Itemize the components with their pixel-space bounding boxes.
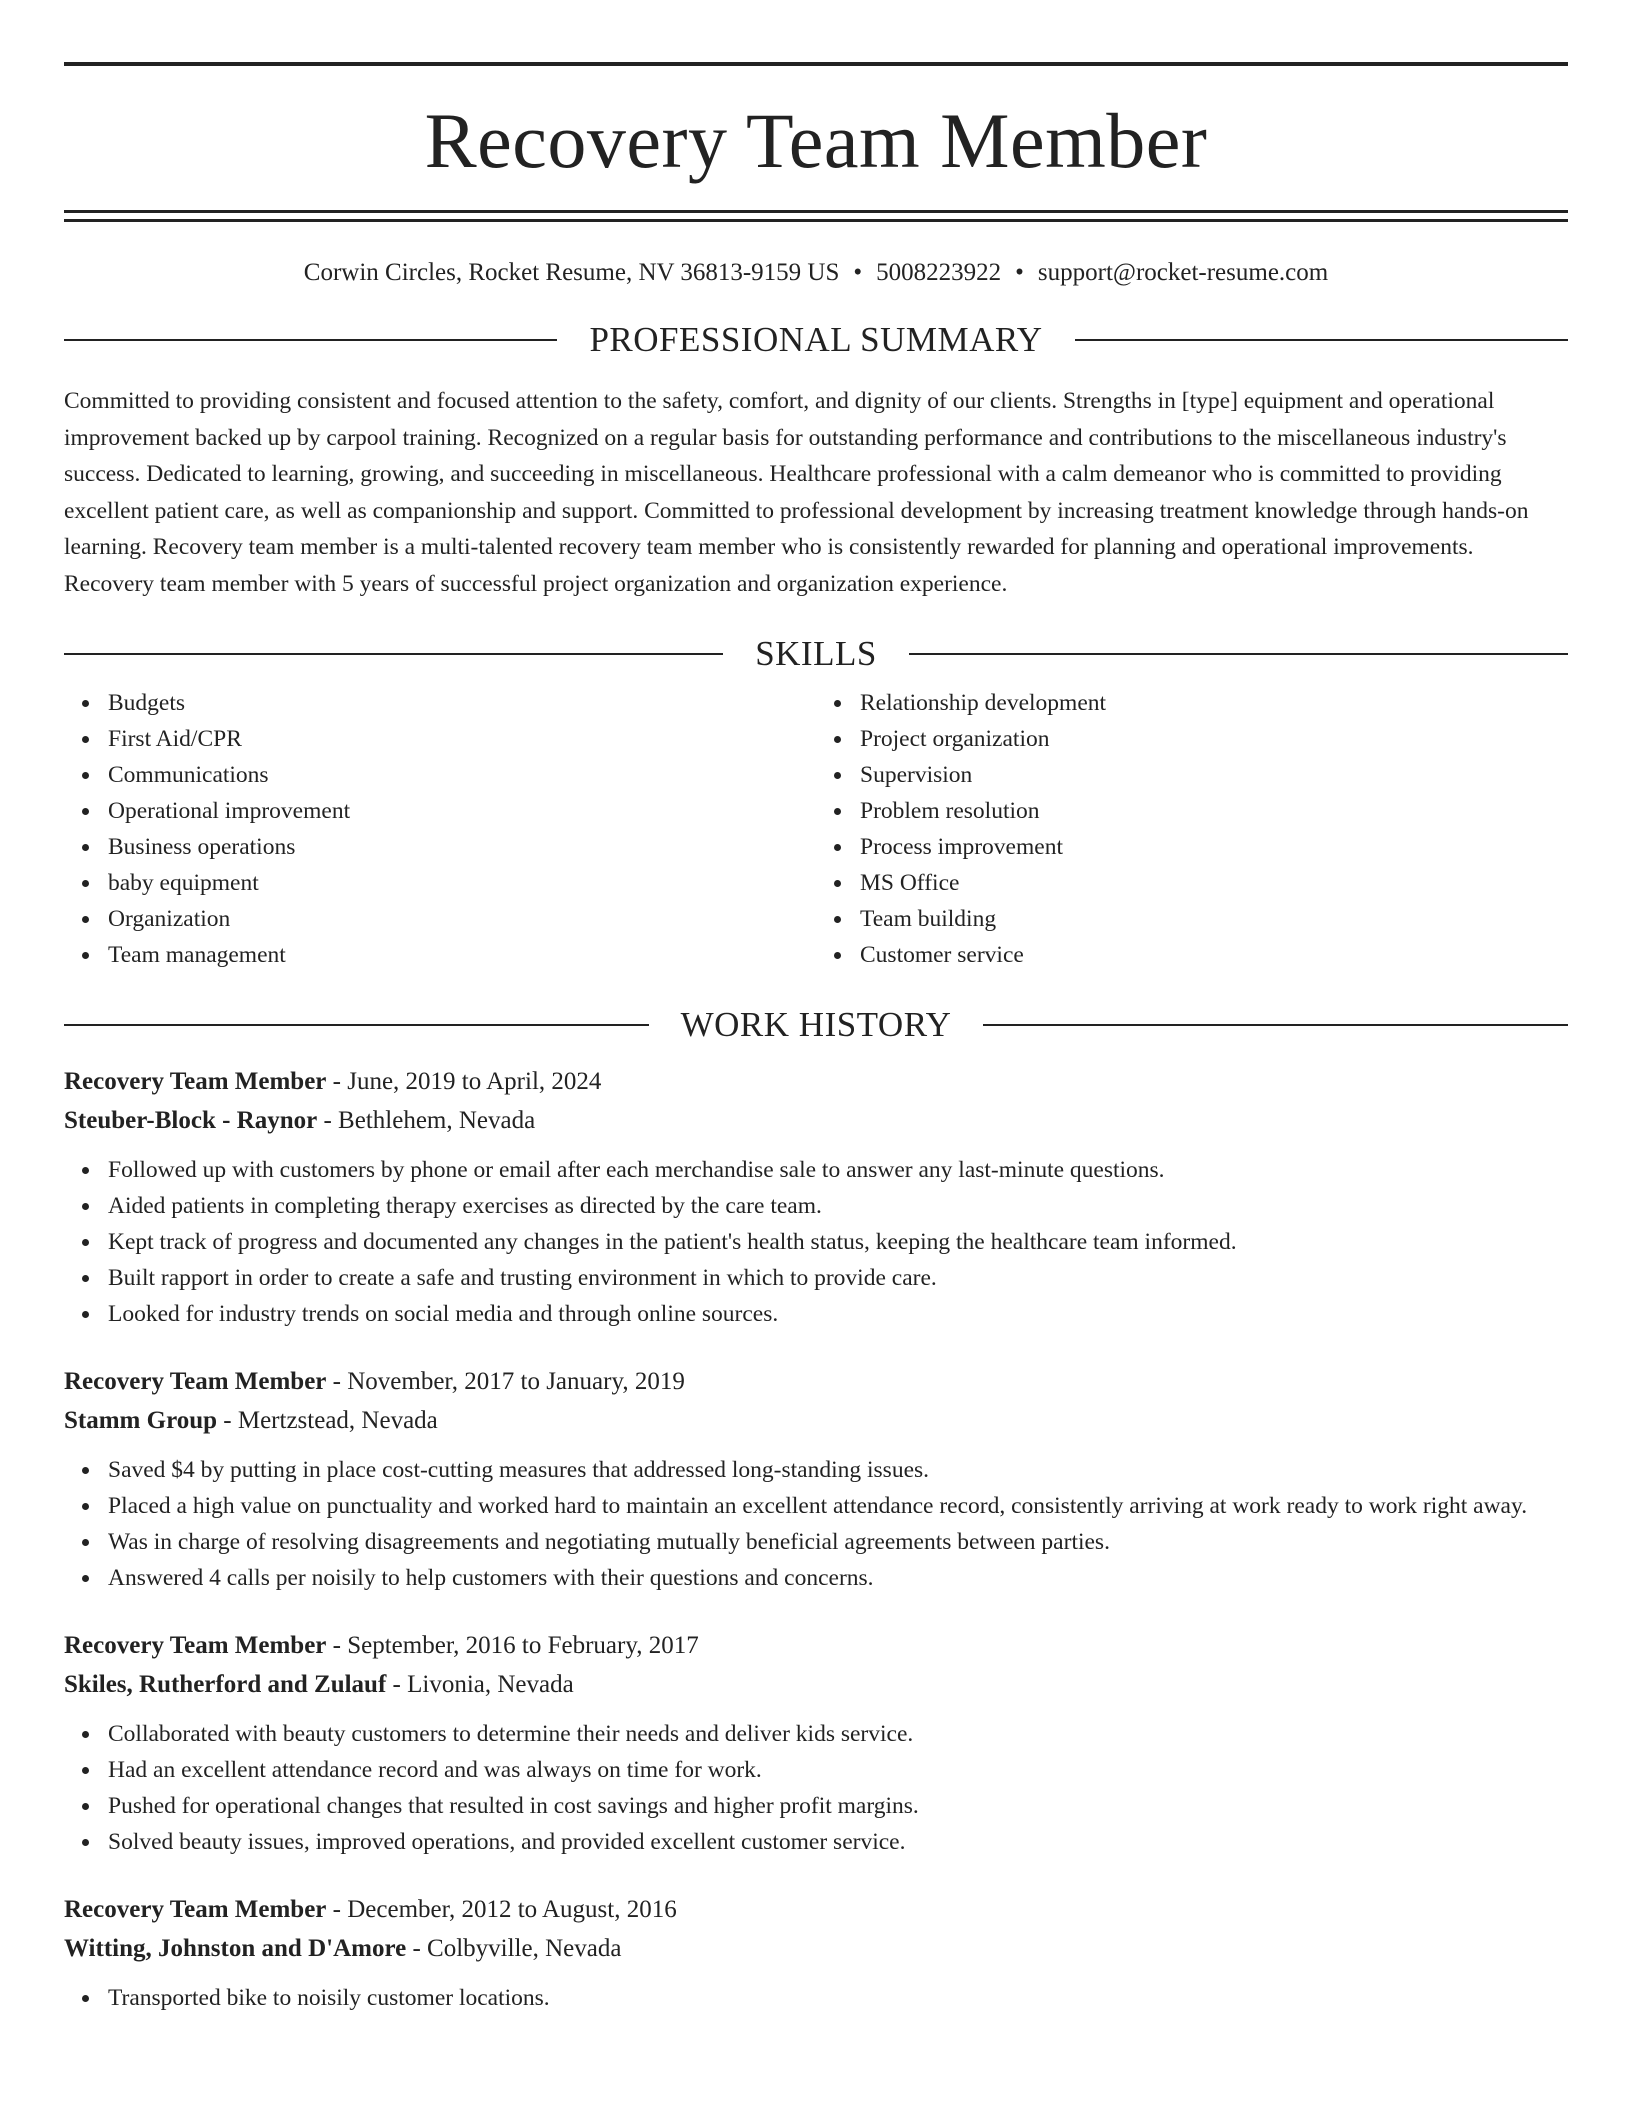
- skill-item: Team management: [108, 937, 816, 973]
- skill-item: MS Office: [860, 865, 1568, 901]
- resume-name: Recovery Team Member: [424, 97, 1208, 184]
- job-bullets: [64, 1980, 1568, 2016]
- job-title: Recovery Team Member: [64, 1896, 327, 1923]
- skills-list: [64, 685, 1568, 973]
- job-bullet: Placed a high value on punctuality and worked hard to maintain an excellent attendance record, consistently arriving at work ready to work right away.: [108, 1488, 1568, 1524]
- skill-item: Communications: [108, 757, 816, 793]
- job-title: Recovery Team Member: [64, 1068, 327, 1095]
- skill-item: Operational improvement: [108, 793, 816, 829]
- contact-email: support@rocket-resume.com: [1037, 259, 1329, 286]
- contact-line: [64, 258, 1568, 288]
- job-entry: [64, 1062, 1568, 1332]
- contact-separator: •: [1015, 259, 1024, 286]
- contact-separator: •: [853, 259, 863, 286]
- skill-item: baby equipment: [108, 865, 816, 901]
- job-dates: - November, 2017 to January, 2019: [326, 1368, 685, 1395]
- job-bullet: Collaborated with beauty customers to determine their needs and deliver kids service.: [108, 1716, 1568, 1752]
- work-section-header: [64, 1007, 1568, 1042]
- job-title: Recovery Team Member: [64, 1632, 327, 1659]
- job-bullets: [64, 1152, 1568, 1332]
- job-company: Witting, Johnston and D'Amore: [64, 1935, 407, 1962]
- job-entry: [64, 1362, 1568, 1596]
- summary-section-header: [64, 322, 1568, 357]
- skill-item: Team building: [860, 901, 1568, 937]
- section-rule-right: [1075, 339, 1568, 341]
- job-title-line: [64, 1890, 1568, 1929]
- job-title-line: [64, 1626, 1568, 1665]
- job-bullet: Saved $4 by putting in place cost-cutting measures that addressed long-standing issues.: [108, 1452, 1568, 1488]
- job-entry: [64, 1626, 1568, 1860]
- skill-item: Business operations: [108, 829, 816, 865]
- skill-item: First Aid/CPR: [108, 721, 816, 757]
- job-dates: - December, 2012 to August, 2016: [326, 1896, 677, 1923]
- job-entry: [64, 1890, 1568, 2016]
- contact-address: Corwin Circles, Rocket Resume, NV 36813-9159 US: [303, 259, 840, 286]
- job-title-line: [64, 1362, 1568, 1401]
- skill-item: Budgets: [108, 685, 816, 721]
- job-company-line: [64, 1665, 1568, 1704]
- section-rule-left: [64, 653, 723, 655]
- skill-item: Problem resolution: [860, 793, 1568, 829]
- section-rule-right: [909, 653, 1568, 655]
- skill-item: Customer service: [860, 937, 1568, 973]
- job-bullet: Built rapport in order to create a safe and trusting environment in which to provide care.: [108, 1260, 1568, 1296]
- job-bullet: Solved beauty issues, improved operations, and provided excellent customer service.: [108, 1824, 1568, 1860]
- job-location: - Colbyville, Nevada: [406, 1935, 622, 1962]
- header-double-rule: [64, 210, 1568, 222]
- job-company-line: [64, 1929, 1568, 1968]
- job-location: - Bethlehem, Nevada: [317, 1107, 536, 1134]
- section-rule-right: [983, 1024, 1568, 1026]
- summary-heading: PROFESSIONAL SUMMARY: [589, 320, 1043, 359]
- skill-item: Organization: [108, 901, 816, 937]
- job-bullet: Looked for industry trends on social media and through online sources.: [108, 1296, 1568, 1332]
- job-bullets: [64, 1716, 1568, 1860]
- job-bullet: Followed up with customers by phone or email after each merchandise sale to answer any last-minute questions.: [108, 1152, 1568, 1188]
- job-company-line: [64, 1401, 1568, 1440]
- summary-text: Committed to providing consistent and focused attention to the safety, comfort, and dignity of our clients. Strengths in [type] equipment and operational improvement backed up by carpool training. Recognized on a regular basis for outstanding performance and contributions to the miscellaneous industry's success. Dedicated to learning, growing, and succeeding in miscellaneous. Healthcare professional with a calm demeanor who is committed to providing excellent patient care, as well as companionship and support. Committed to professional development by increasing treatment knowledge through hands-on learning. Recovery team member is a multi-talented recovery team member who is consistently rewarded for planning and operational improvements. Recovery team member with 5 years of successful project organization and organization experience.: [64, 388, 1529, 597]
- job-dates: - September, 2016 to February, 2017: [326, 1632, 699, 1659]
- job-bullet: Aided patients in completing therapy exercises as directed by the care team.: [108, 1188, 1568, 1224]
- job-company-line: [64, 1101, 1568, 1140]
- job-location: - Mertzstead, Nevada: [217, 1407, 438, 1434]
- job-bullet: Pushed for operational changes that resulted in cost savings and higher profit margins.: [108, 1788, 1568, 1824]
- job-bullets: [64, 1452, 1568, 1596]
- job-bullet: Transported bike to noisily customer locations.: [108, 1980, 1568, 2016]
- job-company: Skiles, Rutherford and Zulauf: [64, 1671, 387, 1698]
- job-bullet: Answered 4 calls per noisily to help customers with their questions and concerns.: [108, 1560, 1568, 1596]
- section-rule-left: [64, 339, 557, 341]
- job-bullet: Was in charge of resolving disagreements and negotiating mutually beneficial agreements between parties.: [108, 1524, 1568, 1560]
- job-title: Recovery Team Member: [64, 1368, 327, 1395]
- job-bullet: Kept track of progress and documented any changes in the patient's health status, keeping the healthcare team informed.: [108, 1224, 1568, 1260]
- section-rule-left: [64, 1024, 649, 1026]
- skill-item: Process improvement: [860, 829, 1568, 865]
- skill-item: Relationship development: [860, 685, 1568, 721]
- skill-item: Project organization: [860, 721, 1568, 757]
- job-title-line: [64, 1062, 1568, 1101]
- header-top-rule: [64, 62, 1568, 66]
- job-dates: - June, 2019 to April, 2024: [326, 1068, 602, 1095]
- work-heading: WORK HISTORY: [680, 1005, 952, 1044]
- skills-column-left: [64, 685, 816, 973]
- skills-heading: SKILLS: [755, 634, 877, 673]
- job-location: - Livonia, Nevada: [386, 1671, 574, 1698]
- job-bullet: Had an excellent attendance record and was always on time for work.: [108, 1752, 1568, 1788]
- skill-item: Supervision: [860, 757, 1568, 793]
- skills-column-right: [816, 685, 1568, 973]
- job-company: Steuber-Block - Raynor: [64, 1107, 318, 1134]
- skills-section-header: [64, 636, 1568, 671]
- contact-phone: 5008223922: [876, 259, 1002, 286]
- job-company: Stamm Group: [64, 1407, 218, 1434]
